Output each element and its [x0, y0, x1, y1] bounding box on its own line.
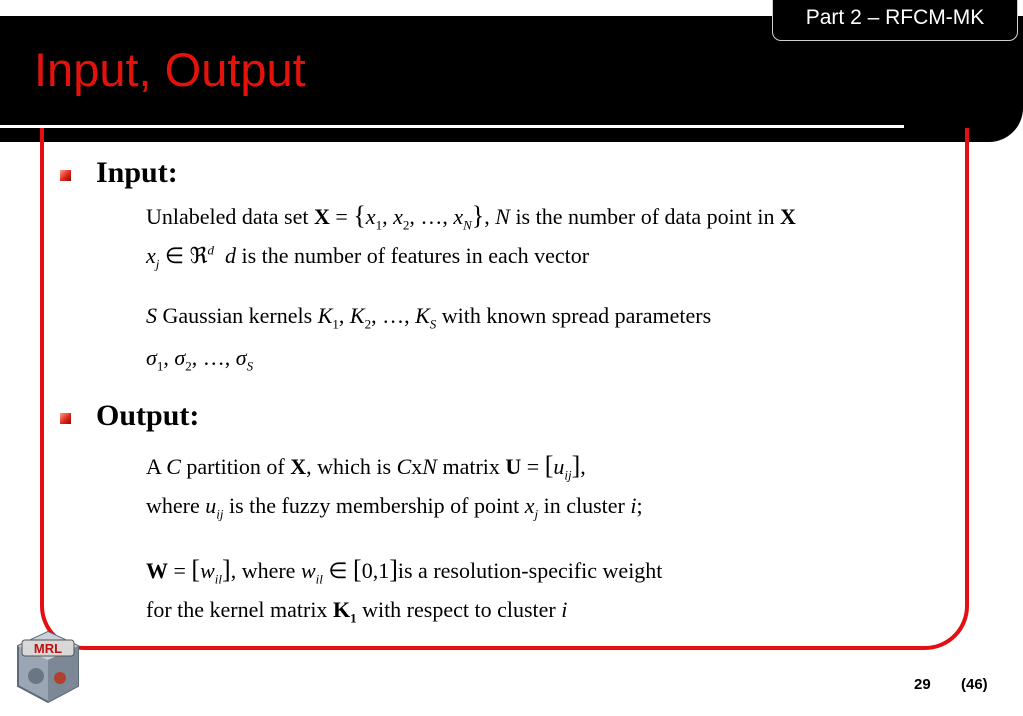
input-line-feature-space: $x_j$ ∈ ℜ$^d$ d is the number of features in each vector	[146, 242, 590, 272]
output-line-membership: where $u_{ij}$ is the fuzzy membership of point $x_j$ in cluster i;	[146, 493, 643, 522]
page-total: (46)	[961, 676, 988, 693]
bullet-icon	[60, 413, 71, 424]
mrl-logo-icon	[12, 628, 84, 706]
output-line-weights: $W = [w_{il}]$, where $w_{il}$ ∈ [0,1]is a resolution-specific weight	[146, 555, 663, 587]
output-line-kernel-matrix: for the kernel matrix $K_1$ with respect to cluster i	[146, 597, 568, 626]
page-number: 29	[914, 676, 931, 693]
input-line-kernels: S Gaussian kernels $K_1$, $K_2$, …, $K_S$ with known spread parameters	[146, 303, 712, 332]
input-line-sigmas: $\sigma_1$, $\sigma_2$, …, $\sigma_S$	[146, 345, 254, 374]
output-line-partition: A C partition of X, which is CxN matrix $U = [u_{ij}]$,	[146, 451, 586, 483]
part-tag: Part 2 – RFCM-MK	[772, 0, 1018, 41]
input-heading: Input:	[96, 156, 178, 189]
output-heading: Output:	[96, 399, 200, 432]
logo-text: MRL	[33, 641, 63, 656]
input-line-data-set: Unlabeled data set $X = \{x_1$, $x_2$, …, $x_N$}, N is the number of data point in X	[146, 201, 796, 233]
slide-title: Input, Output	[34, 43, 306, 96]
bullet-icon	[60, 170, 71, 181]
